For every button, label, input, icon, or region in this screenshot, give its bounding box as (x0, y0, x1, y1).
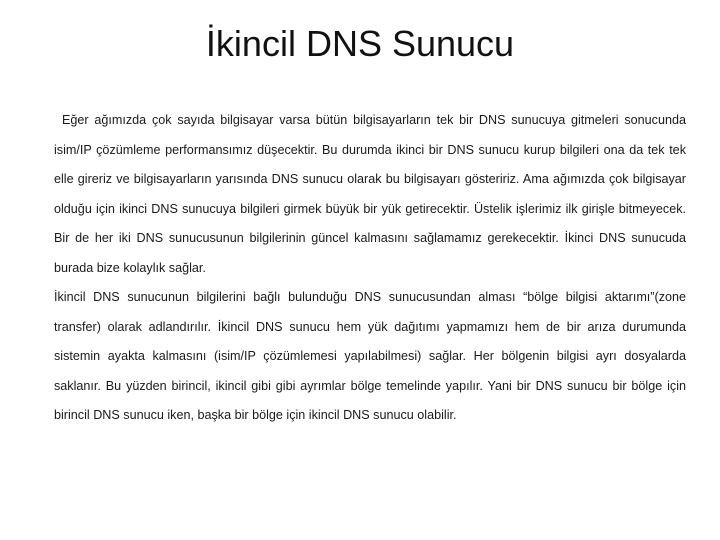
slide-body (54, 106, 686, 431)
slide-title: İkincil DNS Sunucu (205, 23, 515, 64)
paragraph-2: İkincil DNS sunucunun bilgilerini bağlı bulunduğu DNS sunucusundan alması “bölge bilgisi aktarımı”(zone transfer) olarak adlandırılır. İkincil DNS sunucu hem yük dağıtımı yapmamızı hem de bir arıza durumunda sistemin ayakta kalmasını (isim/IP çözümlemesi yapılabilmesi) sağlar. Her bölgenin bilgisi ayrı dosyalarda saklanır. Bu yüzden birincil, ikincil gibi gibi ayrımlar bölge temelinde yapılır. Yani bir DNS sunucu bir bölge için birincil DNS sunucu iken, başka bir bölge için ikincil DNS sunucu olabilir. (54, 290, 686, 422)
paragraph-1: Eğer ağımızda çok sayıda bilgisayar varsa bütün bilgisayarların tek bir DNS sunucuya gitmeleri sonucunda isim/IP çözümleme performansımız düşecektir. Bu durumda ikinci bir DNS sunucu kurup bilgileri ona da tek tek elle gireriz ve bilgisayarların yarısında DNS sunucu olarak bu bilgisayarı gösteririz. Ama ağımızda çok bilgisayar olduğu için ikinci DNS sunucuya bilgileri girmek büyük bir yük getirecektir. Üstelik işlerimiz ilk girişle bitmeyecek. Bir de her iki DNS sunucusunun bilgilerinin güncel kalmasını sağlamamız gerekecektir. İkinci DNS sunucuda burada bize kolaylık sağlar. (54, 113, 686, 275)
